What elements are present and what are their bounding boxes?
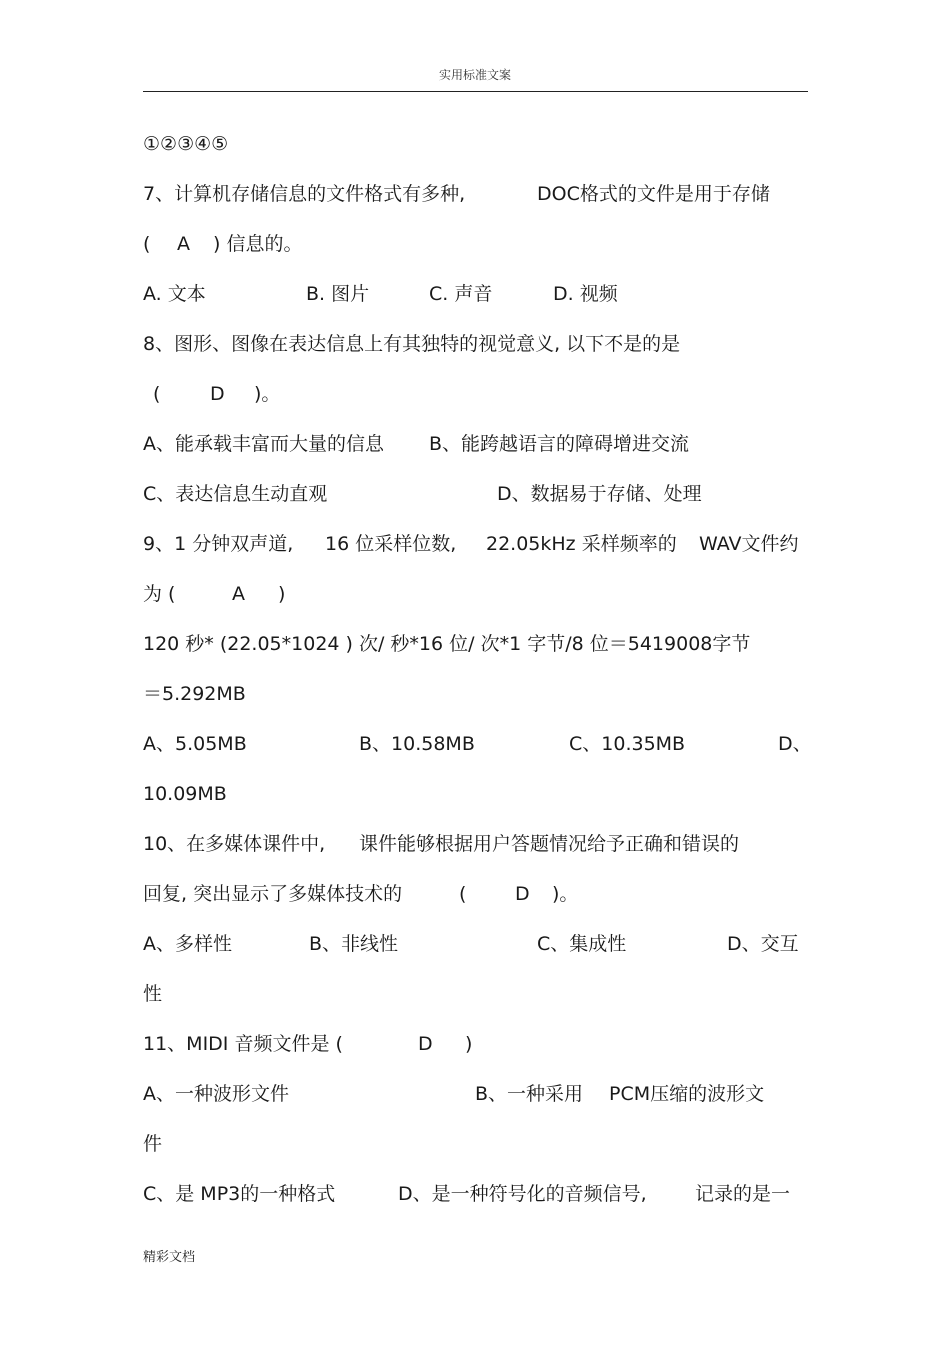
- page-footer: 精彩文档: [143, 1250, 196, 1265]
- q11-option-b: B、一种采用: [475, 1083, 584, 1105]
- q9-option-c: C、10.35MB: [569, 733, 686, 755]
- q7-answer: A: [177, 233, 190, 255]
- q7-text-1: 7、计算机存储信息的文件格式有多种,: [143, 183, 466, 205]
- q9-calculation-2: ＝5.292MB: [143, 683, 246, 705]
- q8-text-1: 8、图形、图像在表达信息上有其独特的视觉意义, 以下不是的是: [143, 333, 681, 355]
- q7-option-a: A. 文本: [143, 283, 206, 305]
- q10-option-d: D、交互: [727, 933, 799, 955]
- q9-text-1: 9、1 分钟双声道,: [143, 533, 294, 555]
- q9-text-5: 为 (: [143, 583, 176, 605]
- q8-option-d: D、数据易于存储、处理: [497, 483, 702, 505]
- q11-paren-close: ): [465, 1033, 473, 1055]
- header-divider: [143, 91, 808, 92]
- q10-option-a: A、多样性: [143, 933, 232, 955]
- q11-option-b-cont: PCM压缩的波形文: [609, 1083, 765, 1105]
- q10-paren-open: (: [459, 883, 467, 905]
- q10-answer: D: [515, 883, 530, 905]
- q10-option-b: B、非线性: [309, 933, 399, 955]
- q10-text-3: 回复, 突出显示了多媒体技术的: [143, 883, 403, 905]
- circled-numbers: ①②③④⑤: [143, 133, 229, 155]
- q9-calculation-1: 120 秒* (22.05*1024 ) 次/ 秒*16 位/ 次*1 字节/8 位＝5419008字节: [143, 633, 751, 655]
- q9-option-d: D、: [778, 733, 812, 755]
- q8-option-b: B、能跨越语言的障碍增进交流: [429, 433, 690, 455]
- q10-option-d-cont: 性: [143, 983, 163, 1005]
- q7-text-3: ) 信息的。: [213, 233, 303, 255]
- page-header: 实用标准文案: [438, 68, 511, 82]
- q9-text-2: 16 位采样位数,: [325, 533, 457, 555]
- q7-option-b: B. 图片: [306, 283, 370, 305]
- q11-answer: D: [418, 1033, 433, 1055]
- q8-paren-open: (: [153, 383, 161, 405]
- q8-option-a: A、能承载丰富而大量的信息: [143, 433, 384, 455]
- q7-text-2: DOC格式的文件是用于存储: [537, 183, 770, 205]
- q10-text-2: 课件能够根据用户答题情况给予正确和错误的: [359, 833, 740, 855]
- q11-option-b-end: 件: [143, 1133, 163, 1155]
- q8-option-c: C、表达信息生动直观: [143, 483, 328, 505]
- q9-paren-close: ): [278, 583, 286, 605]
- q9-answer: A: [232, 583, 245, 605]
- q7-option-d: D. 视频: [553, 283, 618, 305]
- q9-text-3: 22.05kHz 采样频率的: [486, 533, 677, 555]
- q9-option-d-value: 10.09MB: [143, 783, 227, 805]
- q11-option-c: C、是 MP3的一种格式: [143, 1183, 336, 1205]
- q7-option-c: C. 声音: [429, 283, 493, 305]
- q10-option-c: C、集成性: [537, 933, 627, 955]
- q7-paren-open: (: [143, 233, 151, 255]
- q11-option-a: A、一种波形文件: [143, 1083, 289, 1105]
- q11-option-d: D、是一种符号化的音频信号,: [398, 1183, 647, 1205]
- q9-text-4: WAV文件约: [699, 533, 799, 555]
- q8-answer: D: [210, 383, 225, 405]
- q8-paren-close: )。: [254, 383, 281, 405]
- q9-option-a: A、5.05MB: [143, 733, 247, 755]
- q11-text-1: 11、MIDI 音频文件是 (: [143, 1033, 343, 1055]
- q10-paren-close: )。: [552, 883, 579, 905]
- q11-option-d-cont: 记录的是一: [695, 1183, 791, 1205]
- q9-option-b: B、10.58MB: [359, 733, 475, 755]
- q10-text-1: 10、在多媒体课件中,: [143, 833, 326, 855]
